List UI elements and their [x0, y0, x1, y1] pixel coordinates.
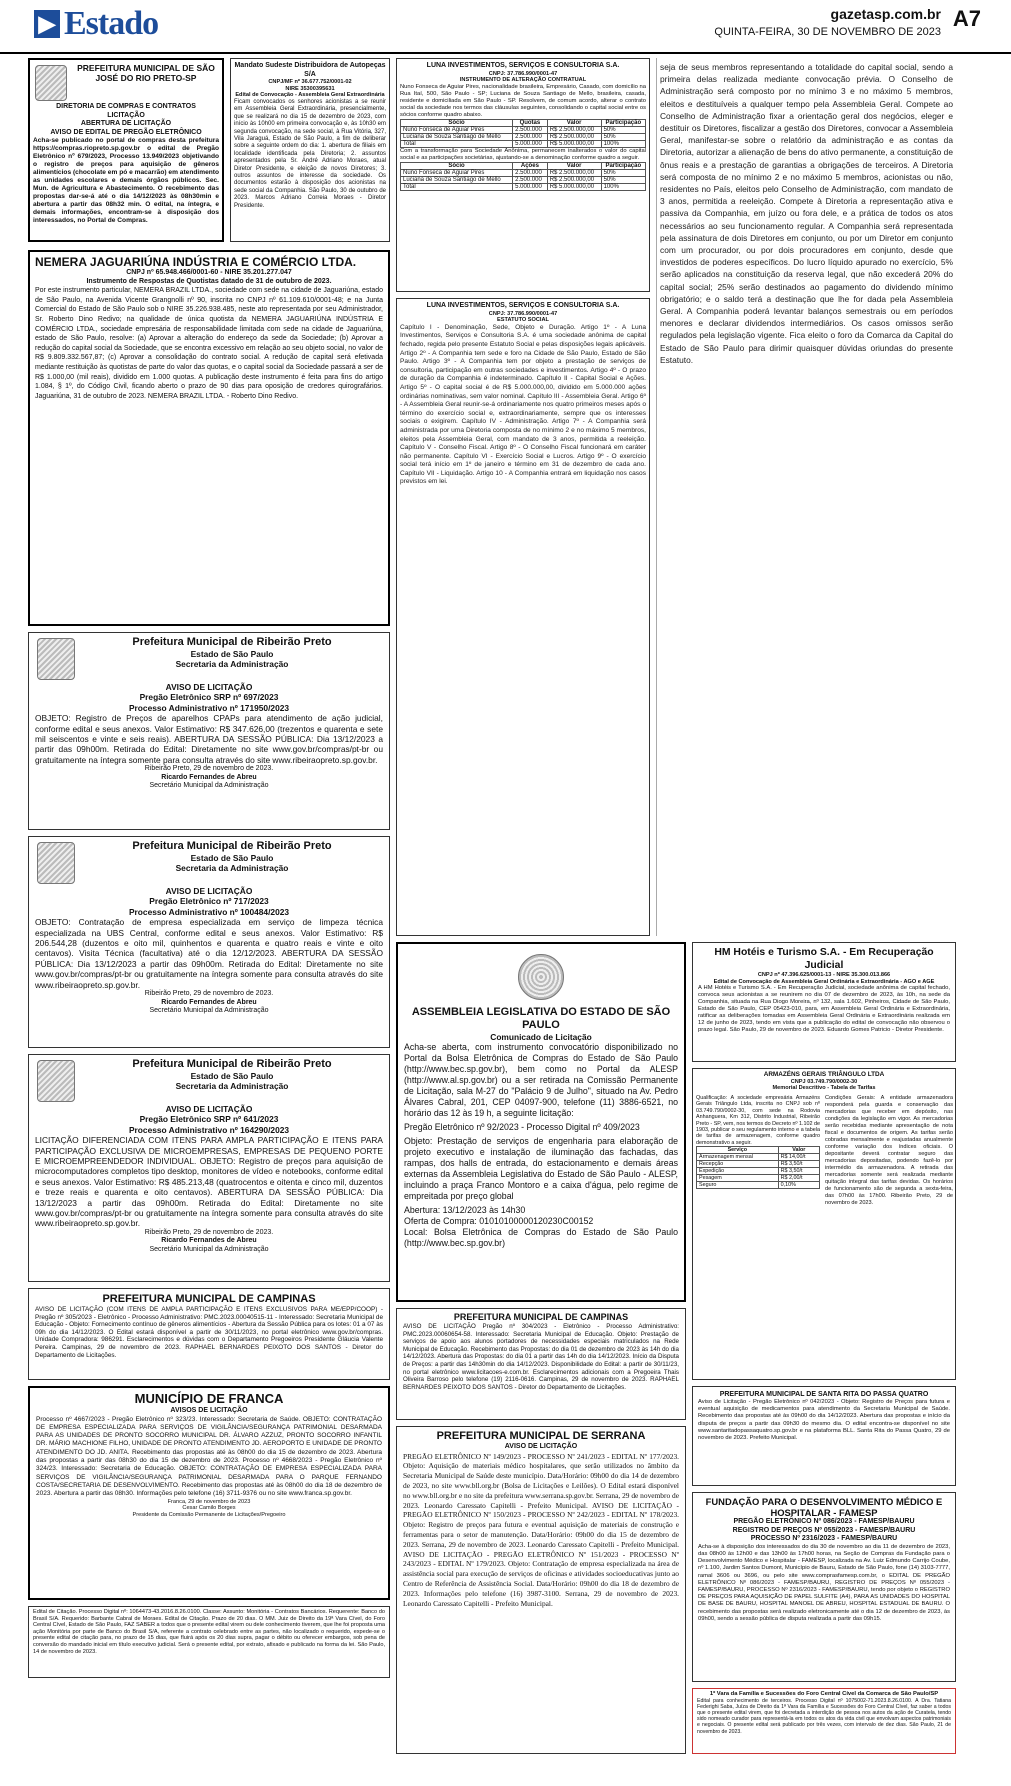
- notice-body: Acha-se à disposição dos interessados do dia 30 de novembro ao dia 11 de dezembro de 2023, das 08h00 às 12h00 e das 13h00 às 17h00 horas, na Seção de Compras da Fundação para o Desenvolvimento Médico e Hospitalar - FAMESP, localizada na Av. Luiz Edmundo Carrijo Coube, nº 1.100, Jardim Santos Dumont, Município de Bauru, Estado de São Paulo, fone (14) 3103-7777, ramal 3606 ou 3696, ou pelo site www.comprasfamesp.com.br, o EDITAL DE PREGÃO ELETRÔNICO Nº 086/2023 - FAMESP/BAURU, REGISTRO DE PREÇOS Nº 055/2023 - FAMESP/BAURU, PROCESSO Nº 2316/2023 - FAMESP/BAURU, tendo por objeto o REGISTRO DE PREÇOS PARA AQUISIÇÃO DE PAPEL SULFITE (A4), PARA AS UNIDADES DO HOSPITAL DE BASE DE BAURU, HOSPITAL MANOEL DE ABREU, HOSPITAL ESTADUAL DE BAURU. O recebimento das propostas será realizado eletronicamente até o dia 12 de dezembro de 2023, às 09h00, sendo a sessão pública de disputa realizada a partir das 09h15.: [698, 1543, 950, 1622]
- notice-sub: Instrumento de Respostas de Quotistas datado de 31 de outubro de 2023.: [86, 277, 332, 285]
- notice-body: OBJETO: Contratação de empresa especializada em serviço de limpeza técnica especializada na UBS Central, conforme edital e seus anexos. Valor Estimativo: R$ 206.544,28 (duzentos e oito mil, quinhentos e quarenta e quatro reais e vinte e oito centavos). Visita Técnica (facultativa) até o dia 12/12/2023. ABERTURA DA SESSÃO PÚBLICA: Dia 13/12/2023 a partir das 09h00m. Retirada do Edital: Diretamente no site www.gov.br/compras/pt-br ou gratuitamente na íntegra somente para consulta através do site www.ribeiraopreto.sp.gov.br.: [35, 917, 383, 990]
- notice-nire: NIRE 35300395631: [285, 85, 335, 92]
- notice-title: PREFEITURA MUNICIPAL DE CAMPINAS: [453, 1312, 629, 1322]
- notice-campinas-1: [28, 1288, 390, 1380]
- table-row: [401, 126, 646, 133]
- quotas-table: [400, 119, 646, 148]
- notice-cnpj: CNPJ/MF nº 36.677.752/0001-02: [268, 79, 352, 86]
- notice-state: Estado de São Paulo: [190, 1071, 274, 1081]
- notice-body: Edital de Citação. Processo Digital nº: 1064473-43.2016.8.26.0100. Classe: Assunto: Monitória - Contratos Bancários. Requerente: Banco do Brasil S/A. Requerido: Barbante Cabral de Moraes. Edital de Citação. Prazo de 20 dias. O MM. Juiz de Direito da 19ª Vara Cível, do Foro Central Cível, Estado de São Paulo, FAZ SABER a todos que o presente edital virem ou dele conhecimento tiverem, que lhe foi proposta uma ação Monitória por parte de Banco do Brasil S/A, referente a contrato celebrado entre as partes, não localizado o requerido, expede-se o presente edital de citação para, no prazo de 15 dias, que fluirá após os 20 dias supra, pagar o débito ou oferecer embargos, sob pena de conversão do mandado inicial em título executivo judicial. Será o presente edital, por extrato, afixado e publicado na forma da lei. São Paulo, 14 de novembro de 2023.: [33, 1609, 385, 1655]
- notice-p5: Oferta de Compra: 01010100000120230C00152: [404, 1216, 594, 1227]
- notice-nemera: [28, 250, 390, 626]
- table-cell: Nuno Fonseca de Aguiar Pires: [401, 169, 513, 176]
- page-header: [0, 0, 1011, 54]
- notice-role: Secretário Municipal da Administração: [149, 1007, 269, 1015]
- notice-luna-estatuto: [396, 298, 650, 936]
- notice-proc: Processo Administrativo nº 164290/2023: [128, 1124, 290, 1135]
- notice-body: A HM Hotéis e Turismo S.A. - Em Recuperação Judicial, sociedade anônima de capital fechado, convoca seus acionistas a se reunirem no dia 07 de dezembro de 2023, às 10h, na sede da Companhia, situada na Rua Diogo Moreira, nº 132, sala 1.602, Pinheiros, Cidade de São Paulo, Estado de São Paulo, CEP 05423-010, para, em Assembleia Geral Ordinária e Extraordinária, ratificar as deliberações tomadas em Assembleia Geral Ordinária e Extraordinária realizada em 12 de junho de 2023, tendo em vista que a publicação do edital de convocação não observou o prazo legal. São Paulo, 29 de novembro de 2023. Eduardo Gomes Patricio - Diretor Presidente.: [698, 985, 950, 1034]
- table-header: Sócio: [401, 119, 513, 126]
- page-number: A7: [952, 6, 981, 31]
- notice-body: Com a transformação para Sociedade Anônima, permanecem inalterados o valor do capital social e as participações societárias, ajustando-se a denominação conforme quadro a seguir.: [400, 147, 646, 161]
- alesp-seal-icon: [518, 954, 564, 1000]
- notice-org: Prefeitura Municipal de Ribeirão Preto: [132, 840, 332, 852]
- table-cell: Seguro: [697, 1182, 779, 1189]
- table-cell: Luciana de Souza Santiago de Mello: [401, 176, 513, 183]
- table-cell: 5.000.000: [513, 183, 548, 190]
- table-cell: 100%: [601, 140, 645, 147]
- notice-franca: [28, 1386, 390, 1600]
- notice-sec: Secretaria da Administração: [175, 863, 289, 874]
- notice-body: Ficam convocados os senhores acionistas a se reunir em Assembleia Geral Extraordinária, presencialmente, que se realizará no dia 15 de dezembro de 2023, com início às 10h00 em primeira convocação e, às 10h30 em segunda convocação, na sede social, à Rua Vitória, 327, Vila Jaraguá, Estado de São Paulo, a fim de deliberar sobre a seguinte ordem do dia: 1. abertura de filiais em localidade identificada pela Diretoria; 2. assuntos apresentados pela Sr. André Adriano Moraes, atual Diretor Presidente, e eleição de novos Diretores; 3. outros assuntos de interesse da sociedade. Os documentos estarão à disposição dos acionistas na sede social da Companhia. São Paulo, 30 de outubro de 2023. Marcos Adriano Correia Moraes - Diretor Presidente.: [234, 98, 386, 209]
- table-cell: 0,10%: [778, 1182, 819, 1189]
- notice-body: Acha-se publicado no portal de compras desta prefeitura https://compras.riopreto.sp.gov.br o edital de Pregão Eletrônico nº 679/2023, Processo 13.949/2023 objetivando o registro de preços para aquisição de gêneros alimentícios (chocolate em pó e macarrão) em atendimento as unidades escolares e demais órgãos públicos. Sec. Mun. de Agricultura e Abastecimento. O recebimento das propostas dar-se-á até o dia 14/12/2023 às 08h30min e abertura a partir das 08h32 min. O edital, na íntegra, e demais informações, encontram-se à disposição dos interessados, no Portal de Compras.: [33, 137, 219, 225]
- table-cell: Total: [401, 140, 513, 147]
- notice-signer: Ricardo Fernandes de Abreu: [161, 773, 257, 781]
- city-seal-icon: [37, 638, 75, 680]
- notice-aviso: AVISO DE LICITAÇÃO: [165, 1104, 253, 1114]
- table-row: [697, 1168, 820, 1175]
- notice-body: AVISO DE LICITAÇÃO Pregão nº 304/2023 - Eletrônico - Processo Administrativo: PMC.2023.00060654-58. Interessado: Secretaria Municipal de Educação. Objeto: Prestação de serviços de apoio aos alunos portadores de necessidades especiais matriculados na Rede Municipal de Educação. Recebimento das Propostas: do dia 01 de dezembro de 2023 às 14h do dia 14/12/2023. Abertura das Propostas: do dia 01 a partir das 14h do dia 14/12/2023. Início da Disputa de Preços: a partir das 14h30min do dia 14/12/2023. Disponibilidade do Edital: a partir de 30/11/23, no portal eletrônico www.licitacoes-e.com.br. Esclarecimentos adicionais com a Pregoeira Thais Oliveira Barroso pelo telefone (19) 2116-0616. Campinas, 29 de novembro de 2023. RAPHAEL BERNARDES PEIXOTO DOS SANTOS - Diretor do Departamento de Licitações.: [403, 1323, 679, 1391]
- notice-aviso: AVISO DE LICITAÇÃO: [165, 886, 253, 896]
- table-header: Valor: [547, 162, 601, 169]
- table-row: [697, 1161, 820, 1168]
- notice-pregao: Pregão Eletrônico nº 717/2023: [149, 896, 269, 907]
- notice-date: Franca, 29 de novembro de 2023: [167, 1498, 251, 1505]
- notice-luna-alteracao: [396, 58, 650, 292]
- notice-title: PREFEITURA MUNICIPAL DE SERRANA: [436, 1430, 646, 1442]
- table-row: [401, 140, 646, 147]
- notice-p1: Acha-se aberta, com instrumento convocatório disponibilizado no Portal da Bolsa Eletrônica de Compras do Estado de São Paulo (http://www.bec.sp.gov.br), bem como no Portal da ALESP (http://www.al.sp.gov.br) ou a ser retirada na Comissão Permanente de Licitação, sala M-27 do "Palácio 9 de Julho", situado na Av. Pedro Álvares Cabral, 201, CEP 04097-900, telefone (11) 3886-6521, no horário das 12 às 19 h, a seguinte licitação:: [404, 1042, 678, 1119]
- table-row: [401, 183, 646, 190]
- armazens-left-col: [696, 1095, 820, 1189]
- notice-org: Prefeitura Municipal de Ribeirão Preto: [132, 1058, 332, 1070]
- notice-line: PROCESSO Nº 2316/2023 - FAMESP/BAURU: [750, 1535, 898, 1543]
- notice-line: REGISTRO DE PREÇOS Nº 055/2023 - FAMESP/BAURU: [732, 1526, 916, 1534]
- table-header: Participação: [601, 119, 645, 126]
- table-cell: R$ 5.000.000,00: [547, 140, 601, 147]
- notice-body: Aviso de Licitação - Pregão Eletrônico nº 042/2023 - Objeto: Registro de Preços para futura e eventual aquisição de medicamentos para atendimento da Secretaria Municipal de Saúde. Recebimento das propostas até às 09h00 do dia 14/12/2023. Abertura das propostas e início da disputa de preços a partir das 09h30 do mesmo dia. O edital encontra-se disponível no site www.santaritadopassaquatro.sp.gov.br e na plataforma BLL. Santa Rita do Passa Quatro, 29 de novembro de 2023. Prefeito Municipal.: [698, 1399, 950, 1442]
- notice-title: ASSEMBLEIA LEGISLATIVA DO ESTADO DE SÃO PAULO: [411, 1006, 671, 1031]
- table-row: [697, 1175, 820, 1182]
- notice-proc: Processo Administrativo nº 100484/2023: [128, 906, 290, 917]
- table-row: [401, 169, 646, 176]
- table-cell: Recepção: [697, 1161, 779, 1168]
- notice-body: OBJETO: Registro de Preços de aparelhos CPAPs para atendimento de ação judicial, conforme edital e seus anexos. Valor Estimativo: R$ 347.626,00 (trezentos e quarenta e sete mil seiscentos e vinte e seis reais). ABERTURA DA SESSÃO PÚBLICA: Dia 13/12/2023 a partir das 09h00m. Retirada do Edital: Diretamente no site www.gov.br/compras/pt-br ou gratuitamente na íntegra somente para consulta através do site www.ribeiraopreto.sp.gov.br.: [35, 713, 383, 765]
- notice-pregao: Pregão Eletrônico SRP nº 641/2023: [139, 1114, 279, 1125]
- notice-state: Estado de São Paulo: [190, 853, 274, 863]
- city-seal-icon: [35, 65, 67, 101]
- notice-sec: Secretaria da Administração: [175, 1081, 289, 1092]
- notice-serrana: [396, 1426, 686, 1754]
- notice-title: PREFEITURA MUNICIPAL DE SANTA RITA DO PASSA QUATRO: [719, 1391, 929, 1398]
- table-row: [401, 133, 646, 140]
- notice-title: MUNICÍPIO DE FRANCA: [134, 1391, 284, 1406]
- table-header: Valor: [547, 119, 601, 126]
- notice-title: FUNDAÇÃO PARA O DESENVOLVIMENTO MÉDICO E HOSPITALAR - FAMESP: [705, 1496, 943, 1518]
- notice-body: Nuno Fonseca de Aguiar Pires, nacionalidade brasileira, Empresário, Casado, com domicílio na Rua Itaí, 500, São Paulo - SP; Luciana de Souza Santiago de Mello, brasileira, casada, residente e domiciliada em São Paulo - SP. Resolvem, de comum acordo, alterar o contrato social da sociedade nos termos das cláusulas seguintes, consolidando o capital social entre os sócios conforme quadro abaixo.: [400, 83, 646, 118]
- table-cell: R$ 2,00/t: [778, 1175, 819, 1182]
- notice-title: PREFEITURA MUNICIPAL DE CAMPINAS: [102, 1293, 316, 1305]
- notice-body: seja de seus membros representando a totalidade do capital social, sendo a primeira delas realizada mediante convocação prévia. O Conselho de Administração será composto por no mínimo 3 e no máximo 5 membros, eleitos e destituíveis a qualquer tempo pela Assembleia Geral. Compete ao Conselho de Administração fixar a orientação geral dos negócios, eleger e destituir os Diretores, fiscalizar a gestão dos Diretores, convocar a Assembleia Geral, manifestar-se sobre o relatório da administração e as contas da Diretoria, autorizar a alienação de bens do ativo permanente, a constituição de ônus reais e a prestação de garantias a obrigações de terceiros. A Diretoria será composta de no mínimo 2 e no máximo 5 membros, acionistas ou não, residentes no País, eleitos pelo Conselho de Administração, com mandato de 3 anos, permitida a reeleição. Compete à Diretoria a representação ativa e passiva da Companhia, em juízo ou fora dele, e a prática de todos os atos necessários ao seu funcionamento regular. A Companhia será representada pela assinatura de dois Diretores em conjunto, ou por um Diretor em conjunto com um procurador, ou por dois procuradores em conjunto, desde que investidos de poderes específicos. Do lucro líquido apurado no exercício, 5% serão aplicados na constituição da reserva legal, que não excederá 20% do capital social; 25% serão destinados ao pagamento do dividendo mínimo obrigatório; e o saldo terá a destinação que lhe for dada pela Assembleia Geral. A Companhia poderá levantar balanços semestrais ou em períodos menores e declarar dividendos intermediários. Os casos omissos serão regulados pela legislação vigente. Fica eleito o foro da Comarca da Capital do Estado de São Paulo para dirimir quaisquer dúvidas oriundas do presente Estatuto.: [660, 62, 953, 365]
- table-cell: R$ 14,00/t: [778, 1154, 819, 1161]
- notice-ribeirao-3: [28, 1054, 390, 1282]
- table-cell: R$ 2.500.000,00: [547, 176, 601, 183]
- notice-line: PREGÃO ELETRÔNICO Nº 086/2023 - FAMESP/BAURU: [733, 1518, 915, 1525]
- notice-aviso: AVISO DE LICITAÇÃO: [165, 682, 253, 692]
- notice-sub: Comunicado de Licitação: [490, 1032, 592, 1042]
- table-header: Quotas: [513, 119, 548, 126]
- notice-title: LUNA INVESTIMENTOS, SERVIÇOS E CONSULTORIA S.A.: [426, 62, 620, 69]
- notice-title: ARMAZÉNS GERAIS TRIÂNGULO LTDA: [763, 1071, 885, 1078]
- notice-p4: Abertura: 13/12/2023 às 14h30: [404, 1205, 526, 1216]
- notice-aviso: AVISO DE LICITAÇÃO: [504, 1443, 578, 1450]
- notice-date: Ribeirão Preto, 29 de novembro de 2023.: [144, 990, 274, 998]
- notice-ribeirao-1: [28, 632, 390, 830]
- notice-cnpj: CNPJ 03.749.790/0002-30: [790, 1078, 858, 1085]
- notice-hm-hoteis: [692, 942, 956, 1062]
- notice-edital-citacao: [28, 1606, 390, 1678]
- notice-body: Processo nº 4667/2023 - Pregão Eletrônico nº 323/23. Interessado: Secretaria de Saúde. OBJETO: CONTRATAÇÃO DE EMPRESA ESPECIALIZADA PARA SERVIÇOS DE VIGILÂNCIA/SEGURANÇA PATRIMONIAL DESARMADA PARA AS UNIDADES DE PRONTO SOCORRO MUNICIPAL DR. ÁLVARO AZZUZ, PRONTO SOCORRO INFANTIL DR. MÁRIO MACHIONE FILHO, UNIDADE DE PRONTO ATENDIMENTO JD. AEROPORTO E UNIDADE DE PRONTO ATENDIMENTO DO JD. ANITA. Recebimento das propostas até às 08h00 do dia 15 de dezembro de 2023. Abertura das propostas a partir das 08h30 do dia 15 de dezembro de 2023. Processo nº 4668/2023 - Pregão Eletrônico nº 324/23. Interessado: Secretaria de Educação. OBJETO: CONTRATAÇÃO DE EMPRESA ESPECIALIZADA PARA SERVIÇOS DE VIGILÂNCIA/SEGURANÇA PATRIMONIAL DESARMADA PARA O PARQUE FERNANDO COSTA/SECRETARIA DE DESENVOLVIMENTO. Recebimento das propostas até às 08h00 do dia 18 de dezembro de 2023. Abertura a partir das 08h30. Informações pelo telefone (16) 3711-9376 ou no site www.franca.sp.gov.br.: [36, 1415, 382, 1498]
- notice-title: HM Hotéis e Turismo S.A. - Em Recuperação Judicial: [714, 947, 934, 971]
- notice-line: ABERTURA DE LICITAÇÃO: [80, 120, 172, 128]
- notice-title: PREFEITURA MUNICIPAL DE SÃO JOSÉ DO RIO PRETO-SP: [77, 63, 215, 83]
- notice-body: Edital para conhecimento de terceiros. Processo Digital nº 1075002-71.2023.8.26.0100. A Dra. Tatiana Federighi Saba, Juíza de Direito da 1ª Vara da Família e Sucessões do Foro Central Cível, faz saber a todos que o presente edital virem, que foi decretada a interdição de pessoa nos autos da ação de Curatela, tendo sido nomeado curador para representá-la em todos os atos da vida civil que envolvam aspectos patrimoniais e negociais. O presente edital será publicado por três vezes, com intervalo de dez dias. São Paulo, 21 de novembro de 2023.: [697, 1697, 951, 1735]
- notice-p6: Local: Bolsa Eletrônica de Compras do Estado de São Paulo (http://www.bec.sp.gov.br): [404, 1227, 678, 1249]
- table-cell: 2.500.000: [513, 169, 548, 176]
- notice-line: AVISO DE EDITAL DE PREGÃO ELETRÔNICO: [50, 128, 202, 136]
- notice-campinas-2: [396, 1308, 686, 1420]
- notice-body: Por este instrumento particular, NEMERA BRAZIL LTDA., sociedade com sede na cidade de Jaguariúna, estado de São Paulo, na Avenida Vicente Grangnolli nº 90, inscrita no CNPJ nº 61.109.610/0001-48; e na Junta Comercial do Estado de São Paulo sob o NIRE 35.226.938.485, neste ato representada por seu Administrador, Sr. Roberto Dino Redivo; na qualidade de única quotista da NEMERA JAGUARIÚNA INDÚSTRIA E COMÉRCIO LTDA., sociedade empresária de responsabilidade limitada com sede na cidade de Jaguariúna, estado de São Paulo, resolve: (a) Aprovar a alteração do endereço da sede da Sociedade; (b) Aprovar a redução do capital social da Sociedade, que se encontra excessivo em relação ao seu objeto social, no valor de R$ 9.809.332.567,87; (c) Aprovar a consolidação do contrato social. A redução de capital será efetivada mediante restituição às quotistas de parte do valor das quotas, e o capital social da Sociedade passará a ser de R$ 1.000,00 (mil reais), dividido em 1.000 quotas. A publicação deste instrumento é feita para fins do artigo 1.084, § 1º, do Código Civil, ficando aberto o prazo de 90 dias para oposição de credores quirografários. Jaguariúna, 31 de outubro de 2023. NEMERA BRAZIL LTDA. - Roberto Dino Redivo.: [35, 287, 383, 400]
- notice-alesp: [396, 942, 686, 1302]
- table-cell: Nuno Fonseca de Aguiar Pires: [401, 126, 513, 133]
- table-cell: R$ 2.500.000,00: [547, 133, 601, 140]
- table-cell: 50%: [601, 126, 645, 133]
- notice-santa-rita: [692, 1386, 956, 1486]
- notice-famesp: [692, 1492, 956, 1682]
- city-seal-icon: [37, 842, 75, 884]
- notice-ribeirao-2: [28, 836, 390, 1048]
- shares-table: [400, 162, 646, 191]
- notice-cnpj: CNPJ: 37.786.990/0001-47: [488, 70, 558, 77]
- table-cell: Armazenagem mensal: [697, 1154, 779, 1161]
- table-cell: 50%: [601, 169, 645, 176]
- table-cell: 5.000.000: [513, 140, 548, 147]
- table-header: Serviço: [697, 1147, 779, 1154]
- notice-armazens: [692, 1068, 956, 1380]
- table-row: [697, 1182, 820, 1189]
- table-cell: Expedição: [697, 1168, 779, 1175]
- table-header: Sócio: [401, 162, 513, 169]
- table-cell: 50%: [601, 133, 645, 140]
- notice-dept: DIRETORIA DE COMPRAS E CONTRATOS: [56, 103, 196, 110]
- newspaper-logo: [34, 6, 164, 42]
- table-cell: Total: [401, 183, 513, 190]
- site-url: gazetasp.com.br: [830, 6, 941, 22]
- notice-cnpj: CNPJ nº 65.948.466/0001-60 - NIRE 35.201.277.047: [126, 269, 292, 276]
- notice-p2: Pregão Eletrônico nº 92/2023 - Processo Digital nº 409/2023: [404, 1122, 640, 1133]
- notice-subtitle: INSTRUMENTO DE ALTERAÇÃO CONTRATUAL: [459, 77, 587, 84]
- notice-sec: Secretaria da Administração: [175, 659, 289, 670]
- notice-body: Qualificação: A sociedade empresária Armazéns Gerais Triângulo Ltda, inscrita no CNPJ sob nº 03.749.790/0002-30, com sede na Rodovia Anhanguera, Km 312, Distrito Industrial, Ribeirão Preto - SP, vem, nos termos do Decreto nº 1.102 de 1903, publicar o seu regulamento interno e a tabela de tarifas de armazenagem, conforme quadro demonstrativo a seguir.: [696, 1095, 820, 1146]
- notice-role: Secretário Municipal da Administração: [149, 782, 269, 790]
- notice-title: NEMERA JAGUARIÚNA INDÚSTRIA E COMÉRCIO LTDA.: [35, 255, 357, 269]
- notice-vara-familia: [692, 1688, 956, 1754]
- notice-sub: Memorial Descritivo - Tabela de Tarifas: [772, 1085, 876, 1092]
- notice-date: Ribeirão Preto, 29 de novembro de 2023.: [144, 765, 274, 773]
- notice-luna-continuation: [656, 58, 956, 936]
- notice-subtitle: ESTATUTO SOCIAL: [497, 317, 549, 324]
- armazens-right-col: [825, 1095, 953, 1207]
- logo-text: Estado: [64, 5, 159, 42]
- notice-proc: Processo Administrativo nº 171950/2023: [128, 702, 290, 713]
- notice-body: AVISO DE LICITAÇÃO (COM ITENS DE AMPLA PARTICIPAÇÃO E ITENS EXCLUSIVOS PARA ME/EPP/COOP) - Pregão nº 305/2023 - Eletrônico - Processo Administrativo: PMC.2023.00040515-11 - Interessado: Secretaria Municipal de Educação - Objeto: Fornecimento contínuo de gêneros alimentícios - Abertura da Sessão Pública para os lotes: 01 a 07 às 09h do dia 14/12/2023. O Edital estará disponível a partir de 30/11/2023, no portal eletrônico www.gov.br/compras. Unidade Compradora: 986291. Esclarecimentos e dúvidas com o Departamento Pregoeiros Presidente Gláucia Valente Pereira. Campinas, 29 de novembro de 2023. RAPHAEL BERNARDES PEIXOTO DOS SANTOS - Diretor do Departamento de Licitações.: [35, 1306, 383, 1359]
- notice-p3: Objeto: Prestação de serviços de engenharia para elaboração de projeto executivo e instalação de iluminação das fachadas, das rampas, dos halls de entrada, do estacionamento e demais áreas externas da Assembleia Legislativa do Estado de São Paulo - ALESP, incluindo a praça Franco Montoro e a caixa d'água, pelo regime de empreitada por preço global: [404, 1136, 678, 1202]
- table-cell: Pesagem: [697, 1175, 779, 1182]
- notice-mandato: [230, 58, 390, 242]
- notice-signer: Ricardo Fernandes de Abreu: [161, 1237, 257, 1245]
- notice-org: Prefeitura Municipal de Ribeirão Preto: [132, 636, 332, 648]
- table-cell: R$ 2.500.000,00: [547, 169, 601, 176]
- notice-body: PREGÃO ELETRÔNICO Nº 149/2023 - PROCESSO Nº 241/2023 - EDITAL Nº 177/2023. Objeto: Aquisição de materiais médico hospitalares, que serão utilizados no âmbito da Secretaria Municipal de Saúde deste município. Data/Horário: 09h00 do dia 14 de dezembro de 2023, no site www.bll.org.br (Bolsa de Licitações e Leilões). O Edital estará disponível no www.bll.org.br e no site da prefeitura www.serrana.sp.gov.br. Serrana, 29 de novembro de 2023. Leonardo Caressato Capitelli - Prefeito Municipal. AVISO DE LICITAÇÃO - PREGÃO ELETRÔNICO Nº 150/2023 - PROCESSO Nº 242/2023 - EDITAL Nº 178/2023. Objeto: Registro de preços para futura e eventual aquisição de materiais de construção e ferramentas para o setor de manutenção. Data/Horário: 09h00 do dia 15 de dezembro de 2023. Serrana, 29 de novembro de 2023. Leonardo Caressato Capitelli - Prefeito Municipal. AVISO DE LICITAÇÃO - PREGÃO ELETRÔNICO Nº 151/2023 - PROCESSO Nº 243/2023 - EDITAL Nº 179/2023. Objeto: Contratação de empresa especializada na área de assistência social para execução de serviços de oficinas e atividades socioeducativas junto ao Centro de Referência de Assistência Social. Data/Horário: 09h00 do dia 18 de dezembro de 2023. Informações pelo telefone (16) 3987-3100. Serrana, 29 de novembro de 2023. Leonardo Caressato Capitelli - Prefeito Municipal.: [403, 1451, 679, 1608]
- notice-role: Presidente da Comissão Permanente de Licitações/Pregoeiro: [132, 1511, 286, 1518]
- notice-title: LUNA INVESTIMENTOS, SERVIÇOS E CONSULTORIA S.A.: [426, 302, 620, 309]
- notice-body: Capítulo I - Denominação, Sede, Objeto e Duração. Artigo 1º - A Luna Investimentos, Serviços e Consultoria S.A. é uma sociedade anônima de capital fechado, regida pelo presente Estatuto Social e pelas disposições legais aplicáveis. Artigo 2º - A Companhia tem sede e foro na Cidade de São Paulo, Estado de São Paulo. Artigo 3º - A Companhia tem por objeto a prestação de serviços de consultoria, participação em outras sociedades e investimentos. Artigo 4º - O prazo de duração da Companhia é indeterminado. Capítulo II - Capital Social e Ações. Artigo 5º - O capital social é de R$ 5.000.000,00, dividido em 5.000.000 ações ordinárias nominativas, sem valor nominal. Capítulo III - Assembleia Geral. Artigo 6º - A Assembleia Geral reunir-se-á ordinariamente nos quatro primeiros meses após o término do exercício social e, extraordinariamente, sempre que os interesses sociais o exigirem. Capítulo IV - Administração. Artigo 7º - A Companhia será administrada por uma Diretoria composta de no mínimo 2 e no máximo 5 membros, eleitos pela Assembleia Geral, com mandato de 3 anos, permitida a reeleição. Capítulo V - Conselho Fiscal. Artigo 8º - O Conselho Fiscal funcionará em caráter não permanente. Capítulo VI - Exercício Social e Lucros. Artigo 9º - O exercício social terá início em 1º de janeiro e término em 31 de dezembro de cada ano. Capítulo VII - Liquidação. Artigo 10 - A Companhia entrará em liquidação nos casos previstos em lei.: [400, 323, 646, 486]
- tariff-table: [696, 1146, 820, 1189]
- notice-state: Estado de São Paulo: [190, 649, 274, 659]
- table-row: [697, 1154, 820, 1161]
- notice-cnpj: CNPJ: 37.786.990/0001-47: [488, 310, 558, 317]
- notice-title: Mandato Sudeste Distribuidora de Autopeças S/A: [234, 62, 386, 78]
- table-cell: 100%: [601, 183, 645, 190]
- edition-date: QUINTA-FEIRA, 30 DE NOVEMBRO DE 2023: [714, 26, 941, 38]
- table-header: Valor: [778, 1147, 819, 1154]
- notice-signer: Cesar Camilo Borges: [182, 1505, 236, 1512]
- table-cell: 2.500.000: [513, 126, 548, 133]
- notice-sjrp: [28, 58, 224, 242]
- notice-line: LICITAÇÃO: [107, 111, 145, 119]
- logo-mark-icon: ▶: [34, 10, 60, 38]
- notice-title: 1º Vara da Família e Sucessões do Foro Central Cível da Comarca de São Paulo/SP: [709, 1691, 939, 1697]
- table-cell: 50%: [601, 176, 645, 183]
- notice-aviso: AVISOS DE LICITAÇÃO: [170, 1407, 248, 1414]
- city-seal-icon: [37, 1060, 75, 1102]
- table-header: Ações: [513, 162, 548, 169]
- table-row: [401, 176, 646, 183]
- notice-body: Condições Gerais: A entidade armazenadora responderá pela guarda e conservação das mercadorias que receber em depósito, nas condições da legislação em vigor. As mercadorias serão recebidas mediante apresentação de nota fiscal e documentos de origem. As tarifas serão cobradas mensalmente e reajustadas anualmente conforme variação dos índices oficiais. O depositante deverá contratar seguro das mercadorias depositadas, podendo fazê-lo por intermédio da armazenadora. A retirada das mercadorias somente será realizada mediante quitação integral das tarifas devidas. Os horários de funcionamento são de segunda a sexta-feira, das 07h00 às 17h00. Ribeirão Preto, 29 de novembro de 2023.: [825, 1095, 953, 1206]
- table-cell: R$ 2.500.000,00: [547, 126, 601, 133]
- notice-cnpj: CNPJ nº 47.396.625/0001-13 - NIRE 35.300.013.866: [757, 972, 891, 978]
- notice-pregao: Pregão Eletrônico SRP nº 697/2023: [139, 692, 279, 703]
- notice-edital: Edital de Convocação de Assembleia Geral Ordinária e Extraordinária - AGO e AGE: [713, 978, 935, 985]
- notice-signer: Ricardo Fernandes de Abreu: [161, 998, 257, 1006]
- table-cell: Luciana de Souza Santiago de Mello: [401, 133, 513, 140]
- notice-role: Secretário Municipal da Administração: [149, 1246, 269, 1254]
- notice-date: Ribeirão Preto, 29 de novembro de 2023.: [144, 1228, 274, 1236]
- table-cell: 2.500.000: [513, 176, 548, 183]
- table-header: Participação: [601, 162, 645, 169]
- notice-body: LICITAÇÃO DIFERENCIADA COM ITENS PARA AMPLA PARTICIPAÇÃO E ITENS PARA PARTICIPAÇÃO EXCLUSIVA DE MICROEMPRESAS, EMPRESAS DE PEQUENO PORTE E MICROEMPREENDEDOR INDIVIDUAL. OBJETO: Registro de preços para aquisição de microcomputadores completos tipo desktop, monitores de vídeo e notebooks, conforme edital e seus anexos. Valor Estimativo: R$ 485.213,48 (quatrocentos e oitenta e cinco mil, duzentos e treze reais e quarenta e oito centavos). ABERTURA DA SESSÃO PÚBLICA: Dia 13/12/2023 a partir das 09h00m. Retirada do Edital: Diretamente no site www.gov.br/compras/pt-br ou gratuitamente na íntegra somente para consulta através do site www.ribeiraopreto.sp.gov.br.: [35, 1135, 383, 1229]
- table-cell: R$ 3,50/t: [778, 1161, 819, 1168]
- table-cell: 2.500.000: [513, 133, 548, 140]
- notice-edital: Edital de Convocação - Assembleia Geral Extraordinária: [235, 92, 385, 99]
- table-cell: R$ 3,50/t: [778, 1168, 819, 1175]
- table-cell: R$ 5.000.000,00: [547, 183, 601, 190]
